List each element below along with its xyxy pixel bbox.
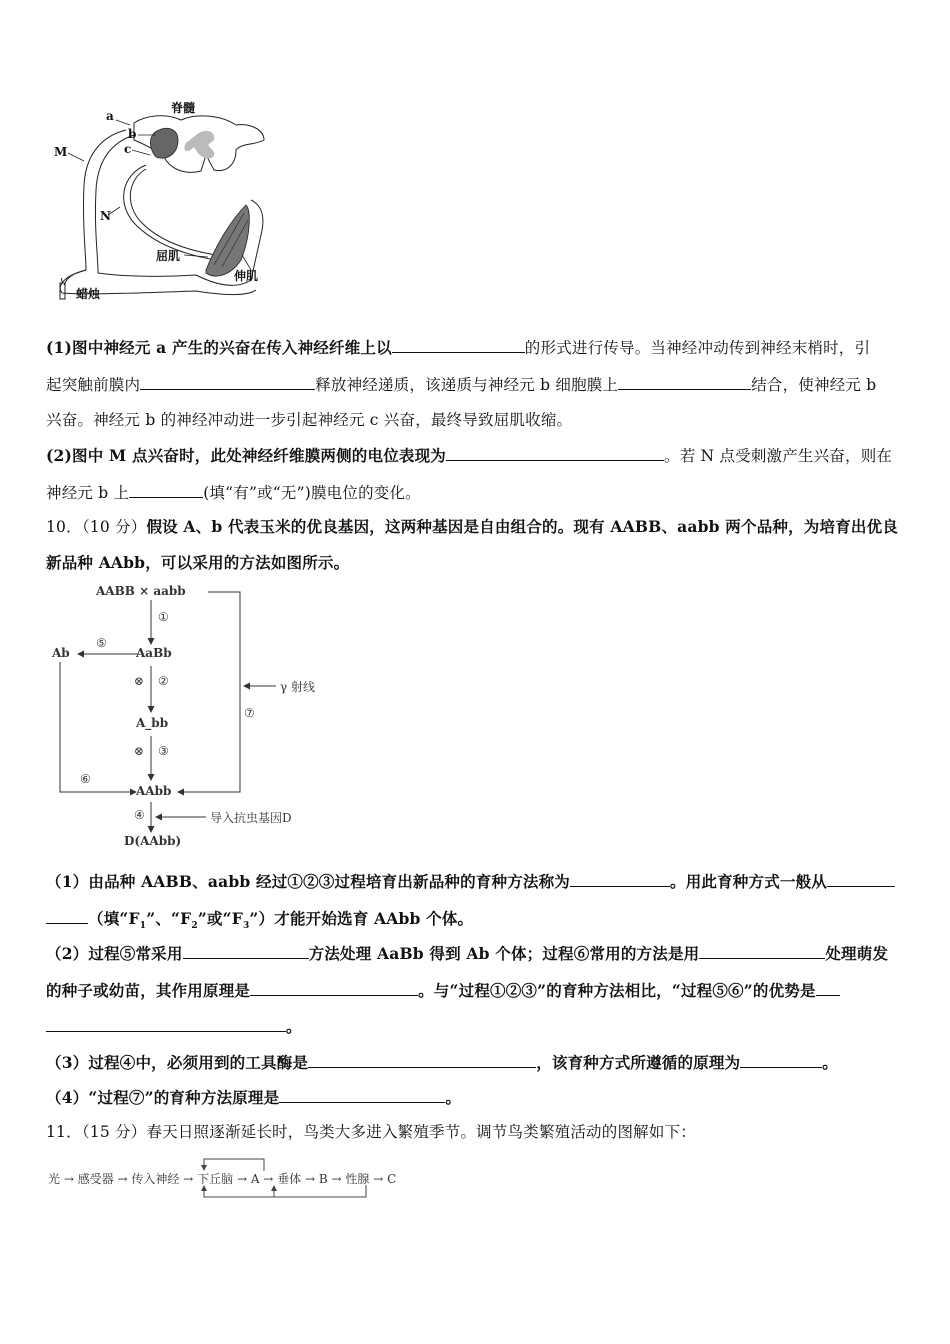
q10-text: 。与“过程①②③”的育种方法相比，“过程⑤⑥”的优势是: [418, 981, 816, 1000]
answer-blank[interactable]: [618, 374, 751, 390]
answer-blank[interactable]: [446, 445, 664, 461]
q10-text: 。: [286, 1017, 302, 1036]
answer-blank[interactable]: [392, 337, 525, 353]
q9-part1-line3: 兴奋。神经元 b 的神经冲动进一步引起神经元 c 兴奋，最终导致屈肌收缩。: [46, 411, 573, 429]
q10-text: ”、“F: [146, 909, 192, 928]
answer-blank[interactable]: [46, 1016, 286, 1032]
q10-text: （2）过程⑤常采用: [46, 944, 183, 963]
question-number: 10．: [46, 518, 82, 536]
node-target: AAbb: [136, 784, 172, 798]
label-spinal-cord: 脊髓: [171, 101, 196, 115]
q9-text: 的形式进行传导。当神经冲动传到神经末梢时，引: [524, 339, 871, 357]
q9-text: 结合，使神经元 b: [751, 376, 877, 394]
q10-stem-line2: 新品种 AAbb，可以采用的方法如图所示。: [46, 553, 350, 572]
q10-part2-line2: [46, 980, 906, 1001]
answer-blank[interactable]: [140, 374, 315, 390]
label-neuron-c: c: [124, 142, 132, 156]
gene-insert-label: 导入抗虫基因D: [210, 811, 292, 825]
label-neuron-a: a: [106, 109, 114, 123]
label-point-m: M: [54, 145, 68, 159]
q10-text: 方法处理 AaBb 得到 Ab 个体；过程⑥常用的方法是用: [308, 944, 700, 963]
subscript: 3: [242, 921, 250, 932]
answer-blank[interactable]: [308, 1052, 536, 1068]
label-flexor: 屈肌: [156, 249, 181, 263]
q9-text: (2)图中 M 点兴奋时，此处神经纤维膜两侧的电位表现为: [46, 446, 447, 465]
flow-node-pituitary: 垂体: [277, 1172, 302, 1186]
q9-part1-line1: [46, 337, 906, 358]
q10-text: 。: [445, 1088, 462, 1107]
node-f1: AaBb: [136, 646, 172, 660]
flow-node-hypothalamus: 下丘脑: [197, 1172, 234, 1186]
step-2-label: ②: [158, 674, 169, 688]
breeding-diagram-arrows: [48, 582, 338, 850]
subscript: 2: [191, 921, 198, 932]
step-7-label: ⑦: [244, 706, 255, 720]
q9-text: 神经元 b 上: [46, 484, 130, 502]
step-5-label: ⑤: [96, 636, 107, 650]
q9-text: 。若 N 点受刺激产生兴奋，则在: [664, 447, 893, 465]
gamma-ray-label: γ 射线: [280, 680, 315, 694]
q10-text: 。用此育种方式一般从: [670, 872, 828, 891]
q10-stem-line1: [46, 517, 906, 537]
question-score: （10 分）: [81, 518, 147, 536]
q9-text: 起突触前膜内: [46, 376, 141, 394]
node-intermediate: A_bb: [136, 716, 169, 730]
q10-part3: [46, 1052, 906, 1073]
bird-reproduction-flow: [48, 1155, 397, 1205]
q10-text: 的种子或幼苗，其作用原理是: [46, 981, 251, 1000]
step-1-label: ①: [158, 610, 169, 624]
answer-blank[interactable]: [279, 1087, 445, 1103]
q10-text: 处理萌发: [825, 944, 889, 963]
q9-part1-line2: [46, 374, 906, 395]
step-6-label: ⑥: [80, 772, 91, 786]
q10-text: （1）由品种 AABB、aabb 经过①②③过程培育出新品种的育种方法称为: [46, 872, 570, 891]
label-candle: 蜡烛: [76, 287, 101, 301]
q10-text: （3）过程④中，必须用到的工具酶是: [46, 1053, 309, 1072]
flow-node-c: C: [387, 1172, 397, 1186]
q10-part4: [46, 1087, 906, 1108]
question-number: 11．: [46, 1123, 82, 1141]
q10-text: （4）“过程⑦”的育种方法原理是: [46, 1088, 280, 1107]
q10-part1-line2: [46, 908, 906, 936]
answer-blank[interactable]: [129, 482, 203, 498]
breeding-diagram: [48, 582, 338, 850]
label-extensor: 伸肌: [234, 269, 259, 283]
q10-text: 。: [822, 1053, 838, 1072]
step-3-label: ③: [158, 744, 169, 758]
answer-blank[interactable]: [570, 871, 670, 887]
flow-chain: 光 → 感受器 → 传入神经 → 下丘脑 → A → 垂体 → B → 性腺 → C: [48, 1172, 397, 1186]
flow-node-afferent-nerve: 传入神经: [131, 1172, 180, 1186]
answer-blank[interactable]: [699, 943, 825, 959]
reflex-arc-figure: [46, 95, 276, 305]
q10-text: ”）才能开始选育 AAbb 个体。: [249, 909, 474, 928]
q10-text: ，该育种方式所遵循的原理为: [536, 1053, 741, 1072]
flow-node-light: 光: [48, 1172, 61, 1186]
q10-text: 假设 A、b 代表玉米的优良基因，这两种基因是自由组合的。现有 AABB、aabb 两个品种，为培育出优良: [146, 517, 899, 536]
q11-text: 春天日照逐渐延长时，鸟类大多进入繁殖季节。调节鸟类繁殖活动的图解如下：: [146, 1123, 696, 1141]
q10-text: ”或“F: [197, 909, 243, 928]
question-score: （15 分）: [81, 1123, 147, 1141]
flow-node-a: A: [250, 1172, 260, 1186]
flow-node-b: B: [318, 1172, 328, 1186]
q10-part2-line3: [46, 1016, 906, 1037]
answer-blank[interactable]: [816, 980, 840, 996]
subscript: 1: [139, 921, 147, 932]
label-neuron-b: b: [128, 127, 137, 141]
answer-blank[interactable]: [46, 908, 88, 924]
label-point-n: N: [100, 209, 111, 223]
selfing-icon: ⊗: [134, 674, 145, 688]
q10-text: （填“F: [88, 909, 140, 928]
step-4-label: ④: [134, 808, 145, 822]
q9-text: (1)图中神经元 a 产生的兴奋在传入神经纤维上以: [46, 338, 392, 357]
answer-blank[interactable]: [250, 980, 418, 996]
answer-blank[interactable]: [183, 943, 309, 959]
node-final: D(AAbb): [124, 834, 182, 848]
q10-part1-line1: [46, 871, 906, 892]
flow-node-receptor: 感受器: [77, 1172, 114, 1186]
q10-part2-line1: [46, 943, 906, 964]
answer-blank[interactable]: [740, 1052, 822, 1068]
answer-blank[interactable]: [827, 871, 895, 887]
node-parents: AABB × aabb: [96, 584, 186, 598]
flow-node-gonad: 性腺: [345, 1172, 370, 1186]
q9-part2-line1: [46, 445, 906, 466]
q9-part2-line2: [46, 482, 906, 503]
selfing-icon: ⊗: [134, 744, 145, 758]
q9-text: (填“有”或“无”)膜电位的变化。: [203, 484, 421, 502]
q11-stem: [46, 1122, 906, 1142]
q9-text: 释放神经递质，该递质与神经元 b 细胞膜上: [315, 376, 619, 394]
node-haploid: Ab: [52, 646, 70, 660]
